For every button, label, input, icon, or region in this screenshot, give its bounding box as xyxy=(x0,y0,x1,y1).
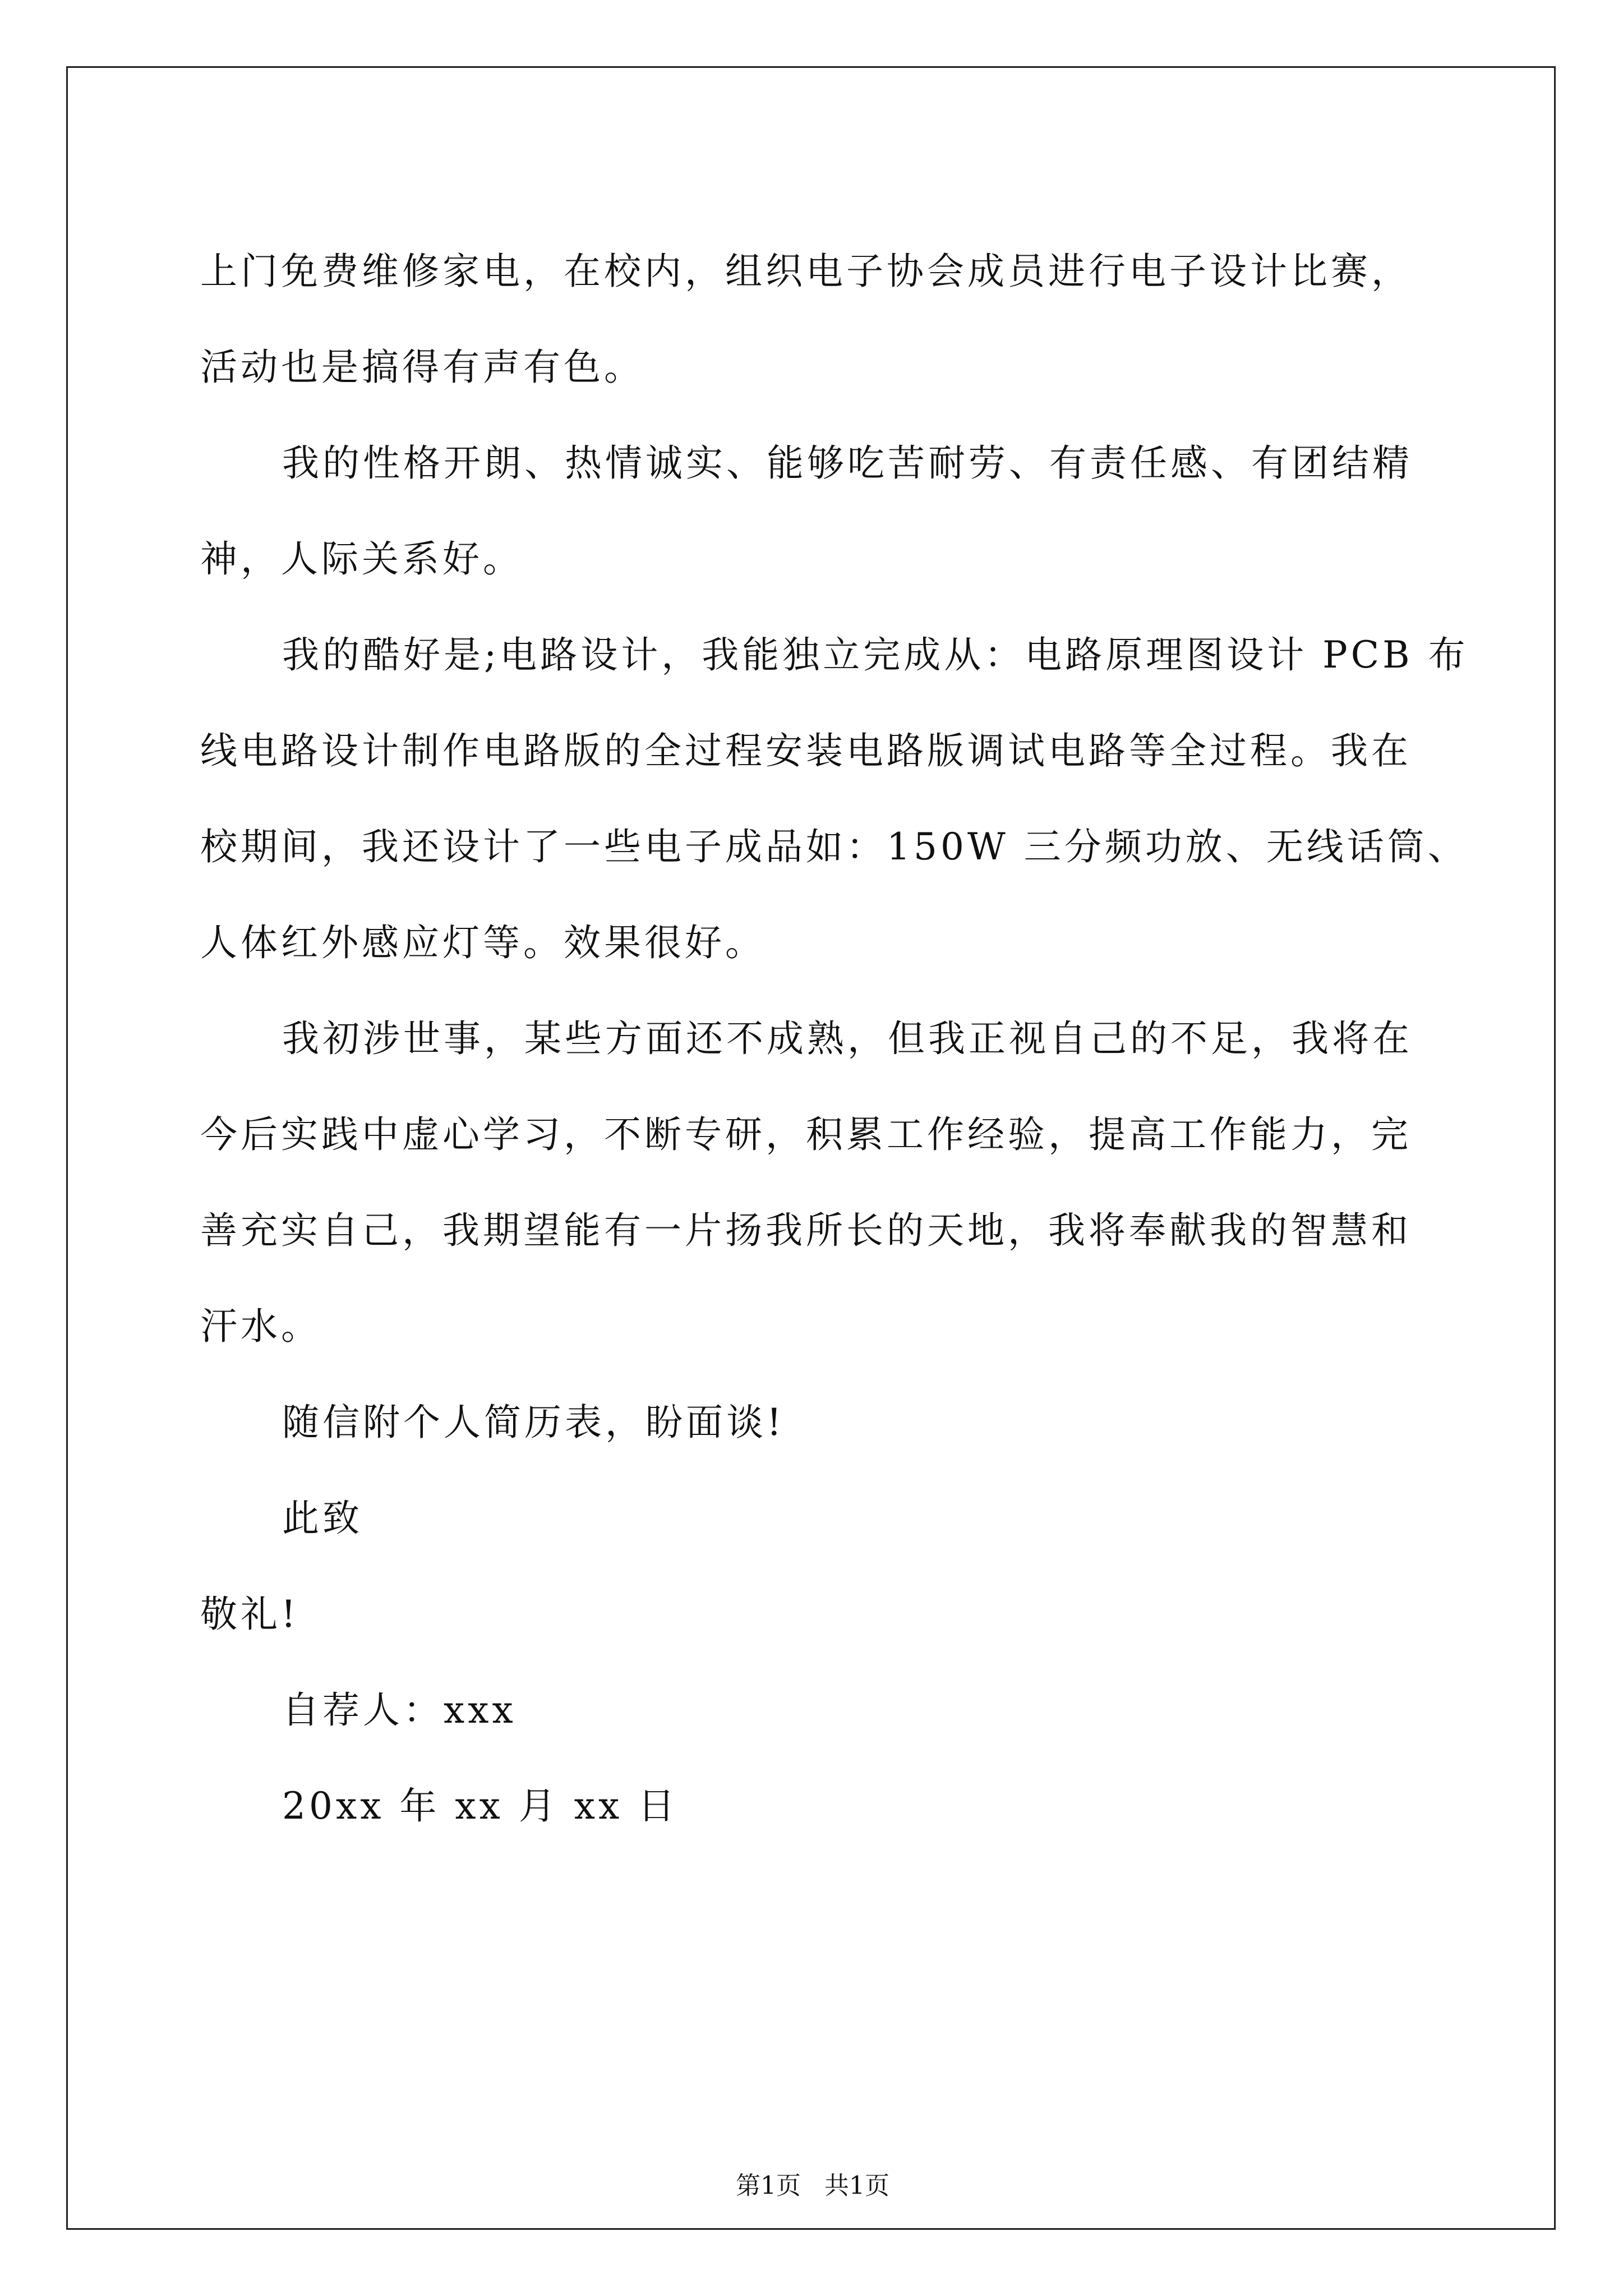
body-line-8: 人体红外感应灯等。效果很好。 xyxy=(200,921,766,964)
signature-line: 自荐人：xxx xyxy=(282,1688,517,1732)
body-line-12: 汗水。 xyxy=(200,1305,321,1348)
page-footer xyxy=(68,2170,1557,2202)
body-line-6: 线电路设计制作电路版的全过程安装电路版调试电路等全过程。我在 xyxy=(200,729,1412,772)
page-current: 第1页 xyxy=(736,2171,801,2200)
page-border xyxy=(66,66,1556,2230)
body-line-3: 我的性格开朗、热情诚实、能够吃苦耐劳、有责任感、有团结精 xyxy=(282,441,1413,485)
page-total: 共1页 xyxy=(824,2171,889,2200)
body-line-10: 今后实践中虚心学习，不断专研，积累工作经验，提高工作能力，完 xyxy=(200,1113,1412,1156)
attachment-line: 随信附个人简历表，盼面谈! xyxy=(282,1401,785,1444)
salutation-line: 敬礼! xyxy=(200,1593,299,1636)
body-line-4: 神，人际关系好。 xyxy=(200,537,523,581)
body-line-2: 活动也是搞得有声有色。 xyxy=(200,346,644,389)
body-line-7: 校期间，我还设计了一些电子成品如：150W 三分频功放、无线话筒、 xyxy=(200,825,1468,868)
body-line-11: 善充实自己，我期望能有一片扬我所长的天地，我将奉献我的智慧和 xyxy=(200,1209,1412,1252)
body-line-1: 上门免费维修家电，在校内，组织电子协会成员进行电子设计比赛， xyxy=(200,250,1412,293)
body-line-9: 我初涉世事，某些方面还不成熟，但我正视自己的不足，我将在 xyxy=(282,1017,1413,1060)
body-line-5: 我的酷好是;电路设计，我能独立完成从：电路原理图设计 PCB 布 xyxy=(282,633,1469,677)
date-line: 20xx 年 xx 月 xx 日 xyxy=(282,1784,679,1828)
closing-line: 此致 xyxy=(282,1497,363,1540)
